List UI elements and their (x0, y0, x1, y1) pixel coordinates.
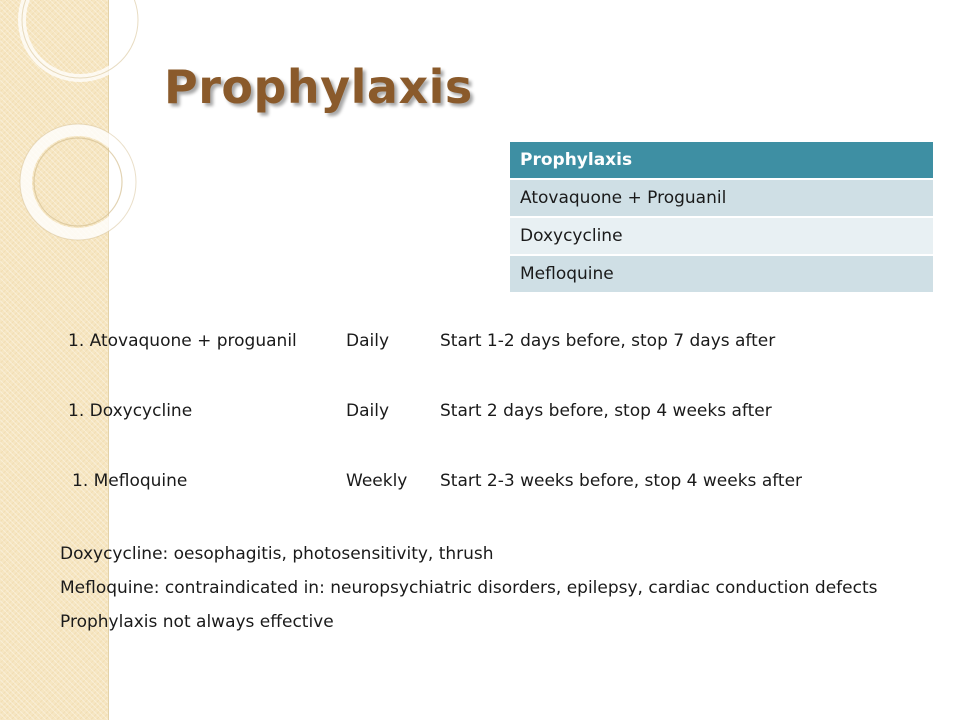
notes-list (60, 542, 920, 644)
regimen-timing: Start 2-3 weeks before, stop 4 weeks after (440, 471, 803, 491)
note-mefloquine: Mefloquine: contraindicated in: neuropsychiatric disorders, epilepsy, cardiac conduction defects (60, 578, 878, 598)
regimen-row-mefloquine (0, 471, 960, 495)
note-doxycycline: Doxycycline: oesophagitis, photosensitivity, thrush (60, 544, 494, 564)
table-cell: Mefloquine (510, 255, 933, 293)
table-header-cell: Prophylaxis (510, 142, 933, 179)
regimen-row-doxycycline (0, 401, 960, 425)
regimen-row-atovaquone (0, 331, 960, 355)
decorative-circles (0, 0, 140, 300)
table-cell: Atovaquone + Proguanil (510, 179, 933, 217)
table-row (510, 255, 933, 293)
table-row (510, 217, 933, 255)
note-effectiveness: Prophylaxis not always effective (60, 612, 334, 632)
table-cell: Doxycycline (510, 217, 933, 255)
prophylaxis-table (510, 142, 933, 294)
regimen-drug: 1. Atovaquone + proguanil (68, 331, 297, 351)
regimen-timing: Start 2 days before, stop 4 weeks after (440, 401, 772, 421)
regimen-timing: Start 1-2 days before, stop 7 days after (440, 331, 776, 351)
table-header-row (510, 142, 933, 179)
decorative-circle-large (22, 0, 138, 78)
regimen-frequency: Daily (346, 331, 390, 351)
regimen-frequency: Weekly (346, 471, 408, 491)
regimen-drug: 1. Doxycycline (68, 401, 193, 421)
table-row (510, 179, 933, 217)
decorative-circle-medium (26, 130, 130, 234)
slide-title: Prophylaxis (164, 60, 473, 114)
regimen-drug: 1. Mefloquine (72, 471, 188, 491)
regimen-frequency: Daily (346, 401, 390, 421)
